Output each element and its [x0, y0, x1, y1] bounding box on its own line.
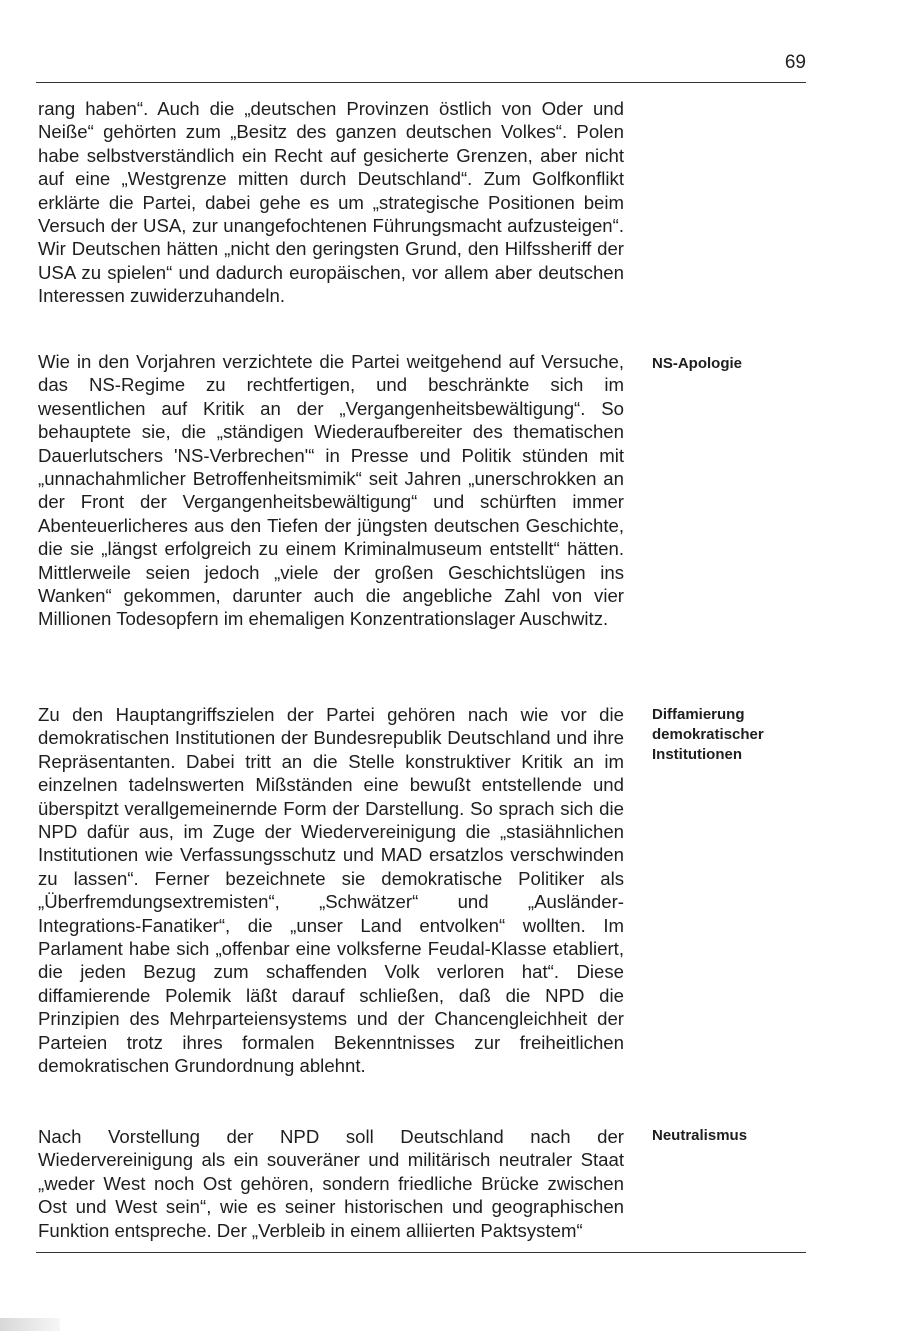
margin-note-line: NS-Apologie — [652, 355, 742, 372]
margin-note-neutralismus — [652, 1126, 802, 1146]
header-rule — [36, 82, 806, 83]
body-paragraph: Zu den Hauptangriffszielen der Partei gehören nach wie vor die demokratischen Institutionen der Bundesrepublik Deutschland und ihre Repräsentanten. Dabei tritt an die Stelle konstruktiver Kritik an im einzelnen tadelnswerten Mißständen eine bewußt entstellende und überspitzt verallgemeinernde Form der Darstellung. So sprach sich die NPD dafür aus, im Zuge der Wiedervereinigung die „stasiähnlichen Institutionen wie Verfassungsschutz und MAD ersatzlos verschwinden zu lassen“. Ferner bezeichnete sie demokratische Politiker als „Überfremdungsextremisten“, „Schwätzer“ und „Ausländer-Integrations-Fanatiker“, die „unser Land entvolken“ wollten. Im Parlament habe sich „offenbar eine volksferne Feudal-Klasse etabliert, die jeden Bezug zum schaffenden Volk verloren hat“. Diese diffamierende Polemik läßt darauf schließen, daß die NPD die Prinzipien des Mehrparteiensystems und der Chancengleichheit der Parteien trotz ihres formalen Bekenntnisses zur freiheitlichen demokratischen Grundordnung ablehnt. — [38, 704, 624, 1077]
page-number: 69 — [784, 52, 806, 73]
footer-rule — [36, 1252, 806, 1253]
body-paragraph: rang haben“. Auch die „deutschen Provinzen östlich von Oder und Neiße“ gehörten zum „Besitz des ganzen deutschen Volkes“. Polen habe selbstverständlich ein Recht auf gesicherte Grenzen, aber nicht auf eine „Westgrenze mitten durch Deutschland“. Zum Golfkonflikt erklärte die Partei, dabei gehe es um „strategische Positionen beim Versuch der USA, zur unangefochtenen Führungsmacht aufzusteigen“. Wir Deutschen hätten „nicht den geringsten Grund, den Hilfssheriff der USA zu spielen“ und dadurch europäischen, vor allem aber deutschen Interessen zuwiderzuhandeln. — [38, 98, 624, 307]
margin-note-line: Neutralismus — [652, 1127, 748, 1144]
body-paragraph: Nach Vorstellung der NPD soll Deutschland nach der Wiedervereinigung als ein souveräner und militärisch neutraler Staat „weder West noch Ost gehören, sondern friedliche Brücke zwischen Ost und West sein“, wie es seiner historischen und geographischen Funktion entspreche. Der „Verbleib in einem alliierten Paktsystem“ — [38, 1126, 624, 1241]
margin-note-diffamierung — [652, 705, 802, 765]
margin-note-line: Diffamierung — [652, 706, 745, 723]
margin-note-line: Institutionen — [652, 746, 742, 763]
body-paragraph: Wie in den Vorjahren verzichtete die Partei weitgehend auf Versuche, das NS-Regime zu rechtfertigen, und beschränkte sich im wesentlichen auf Kritik an der „Vergangenheitsbewältigung“. So behauptete sie, die „ständigen Wiederaufbereiter des thematischen Dauerlutschers 'NS-Verbrechen'“ in Presse und Politik stünden mit „unnachahmlicher Betroffenheitsmimik“ seit Jahren „unerschrokken an der Front der Vergangenheitsbewältigung“ und schürften immer Abenteuerlicheres aus den Tiefen der jüngsten deutschen Geschichte, die sie „längst erfolgreich zu einem Kriminalmuseum entstellt“ hätten. Mittlerweile seien jedoch „viele der großen Geschichtslügen ins Wanken“ gekommen, darunter auch die angebliche Zahl von vier Millionen Todesopfern im ehemaligen Konzentrationslager Auschwitz. — [38, 351, 624, 630]
margin-note-line: demokratischer — [652, 726, 764, 743]
margin-note-ns-apologie — [652, 354, 802, 374]
scan-edge-shadow — [0, 1318, 60, 1331]
